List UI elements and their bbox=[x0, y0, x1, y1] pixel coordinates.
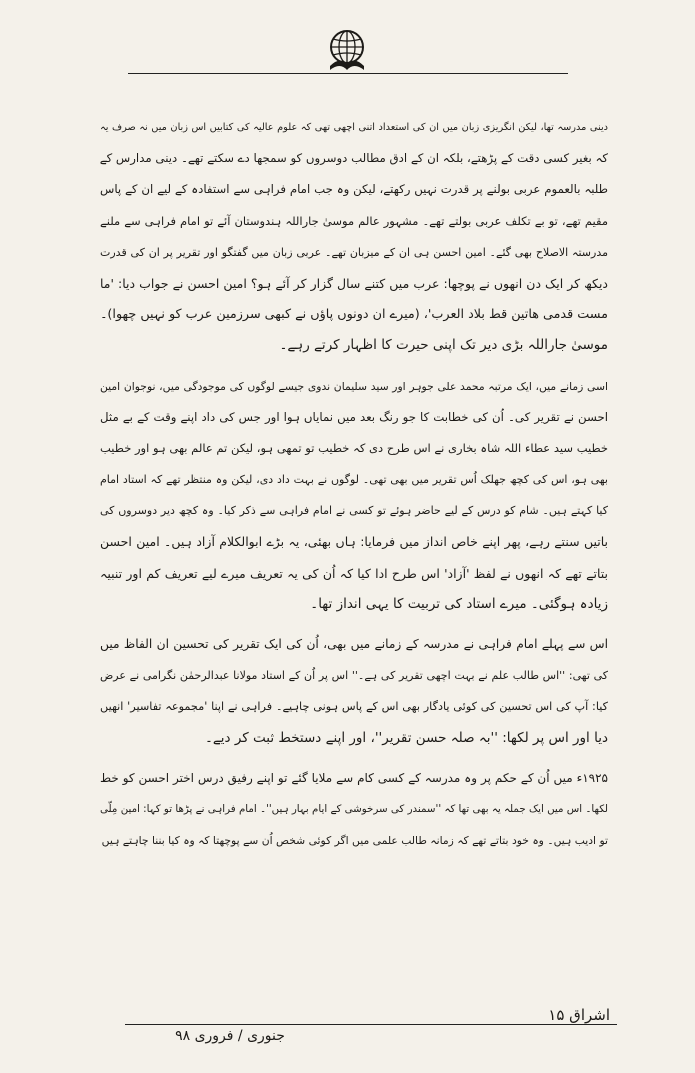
paragraph bbox=[100, 371, 608, 621]
text-line: اسی زمانے میں، ایک مرتبہ محمد علی جوہر اور سید سلیمان ندوی جیسے لوگوں کی موجودگی میں، نوجوان امین bbox=[100, 379, 608, 393]
footer-rule bbox=[125, 1024, 617, 1025]
text-line: کی تھی: ''اس طالب علم نے بہت اچھی تقریر کی ہے۔'' اس پر اُن کے استاد مولانا عبدالرحمٰن نگرامی نے عرض bbox=[100, 669, 608, 683]
footer-journal-page: اشراق ۱۵ bbox=[548, 1006, 610, 1024]
globe-book-emblem-icon bbox=[324, 26, 370, 72]
footer-issue-date: جنوری / فروری ۹۸ bbox=[175, 1028, 285, 1044]
text-line: دینی مدرسہ تھا، لیکن انگریزی زبان میں ان کی استعداد اتنی اچھی تھی کہ علوم عالیہ کی کتابیں اس زبان میں نہ صرف یہ bbox=[100, 122, 608, 133]
text-line: زیادہ ہوگئی۔ میرے استاد کی تربیت کا یہی انداز تھا۔ bbox=[310, 595, 608, 612]
text-line: مدرستہ الاصلاح بھی گئے۔ امین احسن ہی ان کے میزبان تھے۔ عربی زبان میں گفتگو اور تقریر پر ان کی قدرت bbox=[100, 245, 608, 259]
text-line: باتیں سنتے رہے، پھر اپنے خاص انداز میں فرمایا: ہاں بھئی، یہ بڑے ابوالکلام آزاد ہیں۔ امین احسن bbox=[100, 534, 608, 550]
text-line: تو ادیب ہیں۔ وہ خود بتاتے تھے کہ زمانہ طالب علمی میں اگر کوئی شخص اُن سے پوچھتا کہ وہ کیا بننا چاہتے ہیں bbox=[101, 834, 608, 848]
text-line: کیا: آپ کی اس تحسین کی کوئی یادگار بھی اس کے پاس ہونی چاہیے۔ فراہی نے اپنا 'مجموعہ تفاسیر' انھیں bbox=[100, 700, 608, 714]
text-line: مقیم تھے، تو بے تکلف عربی بولتے تھے۔ مشہور عالم موسیٰ جاراللہ ہندوستان آئے تو امام فراہی سے ملنے bbox=[100, 213, 608, 228]
text-line: ۱۹۲۵ء میں اُن کے حکم پر وہ مدرسہ کے کسی کام سے ملایا گئے تو اپنے رفیق درس اختر احسن کو خط bbox=[100, 770, 608, 785]
paragraph bbox=[100, 112, 608, 362]
text-line: بتاتے تھے کہ انھوں نے لفظ 'آزاد' اس طرح ادا کیا کہ اُن کی یہ تعریف میرے لیے تعریف کم اور تنبیہ bbox=[100, 565, 608, 581]
text-line: اس سے پہلے امام فراہی نے مدرسہ کے زمانے میں بھی، اُن کی ایک تقریر کی تحسین ان الفاظ میں bbox=[100, 637, 608, 651]
text-line: کہ بغیر کسی دقت کے پڑھتے، بلکہ ان کے ادق مطالب دوسروں کو سمجھا دے سکتے تھے۔ دینی مدارس کے bbox=[100, 151, 608, 166]
text-line: دیکھ کر ایک دن انھوں نے پوچھا: عرب میں کتنے سال گزار کر آئے ہو؟ امین احسن نے جواب دیا: 'ما bbox=[100, 275, 608, 291]
paragraph bbox=[100, 763, 608, 857]
text-line: کیا کہتے ہیں۔ شام کو درس کے لیے حاضر ہوئے تو کسی نے امام فراہی سے ذکر کیا۔ وہ کچھ دیر دوسروں کی bbox=[100, 504, 608, 518]
text-line: مست قدمی هاتین قط بلاد العرب'، (میرے ان دونوں پاؤں نے کبھی سرزمین عرب کو نہیں چھوا)۔ bbox=[100, 307, 608, 323]
text-line: احسن نے تقریر کی۔ اُن کی خطابت کا جو رنگ بعد میں نمایاں ہوا اور جس کی داد اپنے وقت کے بے مثل bbox=[100, 409, 608, 424]
text-line: دیا اور اس پر لکھا: ''بہ صلہ حسن تقریر''، اور اپنے دستخط ثبت کر دیے۔ bbox=[204, 729, 608, 746]
paragraph bbox=[100, 629, 608, 754]
text-line: موسیٰ جاراللہ بڑی دیر تک اپنی حیرت کا اظہار کرتے رہے۔ bbox=[279, 337, 608, 354]
article-body bbox=[100, 112, 608, 865]
text-line: لکھا۔ اس میں ایک جملہ یہ بھی تھا کہ ''سمندر کی سرخوشی کے ایام بہار ہیں''۔ امام فراہی نے پڑھا تو کہا: امین مِلّی bbox=[100, 802, 608, 815]
text-line: خطیب سید عطاء اللہ شاہ بخاری نے اس طرح دی کہ خطیب تو تمھی ہو، لیکن تم عالم بھی ہو اور خطیب bbox=[100, 440, 608, 455]
text-line: بھی ہو، اس کی کچھ جھلک اُس تقریر میں بھی تھی۔ لوگوں نے بہت داد دی، لیکن وہ منتظر تھے کہ استاد امام bbox=[100, 473, 608, 487]
header-rule bbox=[128, 73, 568, 74]
text-line: طلبہ بالعموم عربی بولنے پر قدرت نہیں رکھتے، لیکن وہ جب امام فراہی سے استفادہ کے لیے ان کے پاس bbox=[100, 182, 608, 197]
